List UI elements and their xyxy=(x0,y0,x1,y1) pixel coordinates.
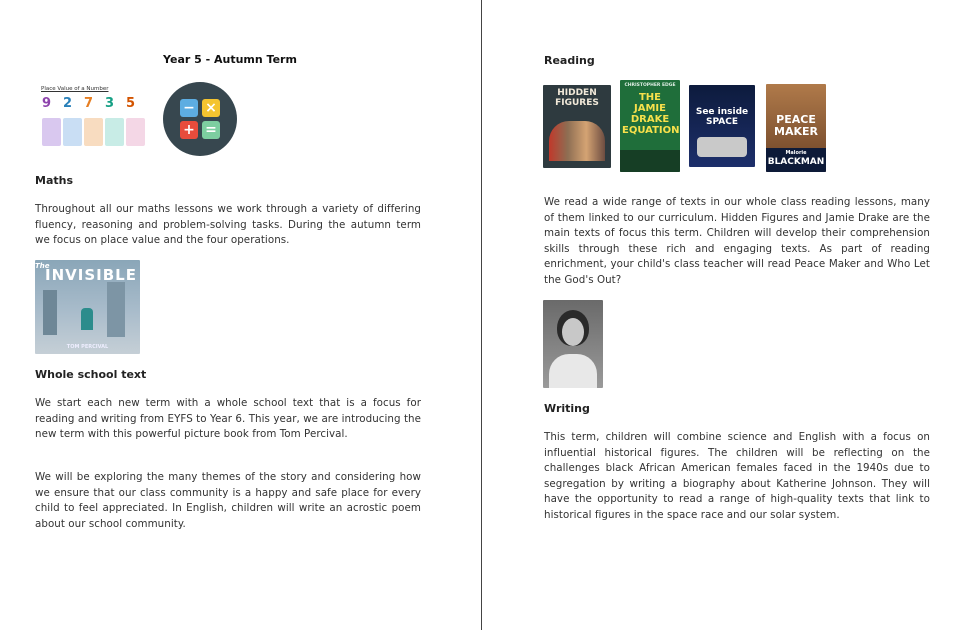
place-value-digit: 2 xyxy=(63,96,73,111)
invisible-book-cover xyxy=(35,260,140,354)
child-figure xyxy=(81,308,93,330)
place-value-title: Place Value of a Number xyxy=(41,86,109,92)
book-title: See inside SPACE xyxy=(695,107,749,127)
place-value-column xyxy=(63,118,82,146)
book-author-last: BLACKMAN xyxy=(767,157,825,167)
peace-maker-book-cover xyxy=(766,84,826,172)
page-title: Year 5 - Autumn Term xyxy=(163,53,297,66)
whole-school-text-1: We start each new term with a whole school text that is a focus for reading and writing from EYFS to Year 6. This year, we are introducing the new term with this powerful picture book from Tom Percival. xyxy=(35,397,421,440)
left-page xyxy=(0,0,481,630)
place-value-columns xyxy=(42,118,145,146)
space-book-cover xyxy=(689,85,755,167)
place-value-digits xyxy=(42,96,134,111)
maths-text: Throughout all our maths lessons we work through a variety of differing fluency, reasoning and problem-solving tasks. During the autumn term we focus on place value and the four operations. xyxy=(35,203,421,246)
book-author: CHRISTOPHER EDGE xyxy=(624,83,676,88)
minus-icon: − xyxy=(180,99,198,117)
place-value-column xyxy=(42,118,61,146)
book-author-first: Malorie xyxy=(785,150,807,156)
multiply-icon: × xyxy=(202,99,220,117)
writing-text: This term, children will combine science and English with a focus on influential historical figures. The children will be reflecting on the challenges black African American females faced in the 1940s due to segregation by writing a biography about Katherine Johnson. They will have the opportunity to read a range of high-quality texts that link to historical figures in the space race and our solar system. xyxy=(544,431,930,521)
katherine-johnson-photo xyxy=(543,300,603,388)
jamie-drake-book-cover xyxy=(620,80,680,172)
place-value-graphic xyxy=(36,86,150,156)
book-title: THE JAMIE DRAKE EQUATION xyxy=(622,92,680,136)
book-title: INVISIBLE xyxy=(45,266,137,284)
book-title: HIDDEN FIGURES xyxy=(555,88,599,108)
plus-icon: + xyxy=(180,121,198,139)
calculator-icon xyxy=(163,82,237,156)
reading-heading: Reading xyxy=(544,54,595,67)
night-ground xyxy=(620,150,680,172)
figures-illustration xyxy=(549,121,605,161)
maths-heading: Maths xyxy=(35,174,74,187)
whole-school-text-2: We will be exploring the many themes of the story and considering how we ensure that our class community is a happy and safe place for every child to feel appreciated. In English, children will write an acrostic poem about our school community. xyxy=(35,471,421,530)
lunar-illustration xyxy=(697,137,747,157)
book-title: PEACE MAKER xyxy=(774,113,818,138)
place-value-digit: 3 xyxy=(105,96,115,111)
collar-shape xyxy=(549,354,597,388)
place-value-digit: 5 xyxy=(126,96,136,111)
place-value-digit: 9 xyxy=(42,96,52,111)
hidden-figures-book-cover xyxy=(543,85,611,168)
place-value-column xyxy=(84,118,103,146)
reading-text: We read a wide range of texts in our whole class reading lessons, many of them linked to our curriculum. Hidden Figures and Jamie Drake are the main texts of focus this term. Children will develop their comprehension skills through these rich and engaging texts. As part of reading enrichment, your child's class teacher will read Peace Maker and Who Let the God's Out? xyxy=(544,196,930,286)
face-shape xyxy=(562,318,584,346)
equals-icon: = xyxy=(202,121,220,139)
place-value-digit: 7 xyxy=(84,96,94,111)
building-shape xyxy=(43,290,57,335)
book-title-prefix: The xyxy=(35,262,50,270)
building-shape xyxy=(107,282,125,337)
whole-school-heading: Whole school text xyxy=(35,368,147,381)
place-value-column xyxy=(105,118,124,146)
book-author: TOM PERCIVAL xyxy=(66,344,109,350)
right-page xyxy=(482,0,964,630)
place-value-column xyxy=(126,118,145,146)
writing-heading: Writing xyxy=(544,402,590,415)
